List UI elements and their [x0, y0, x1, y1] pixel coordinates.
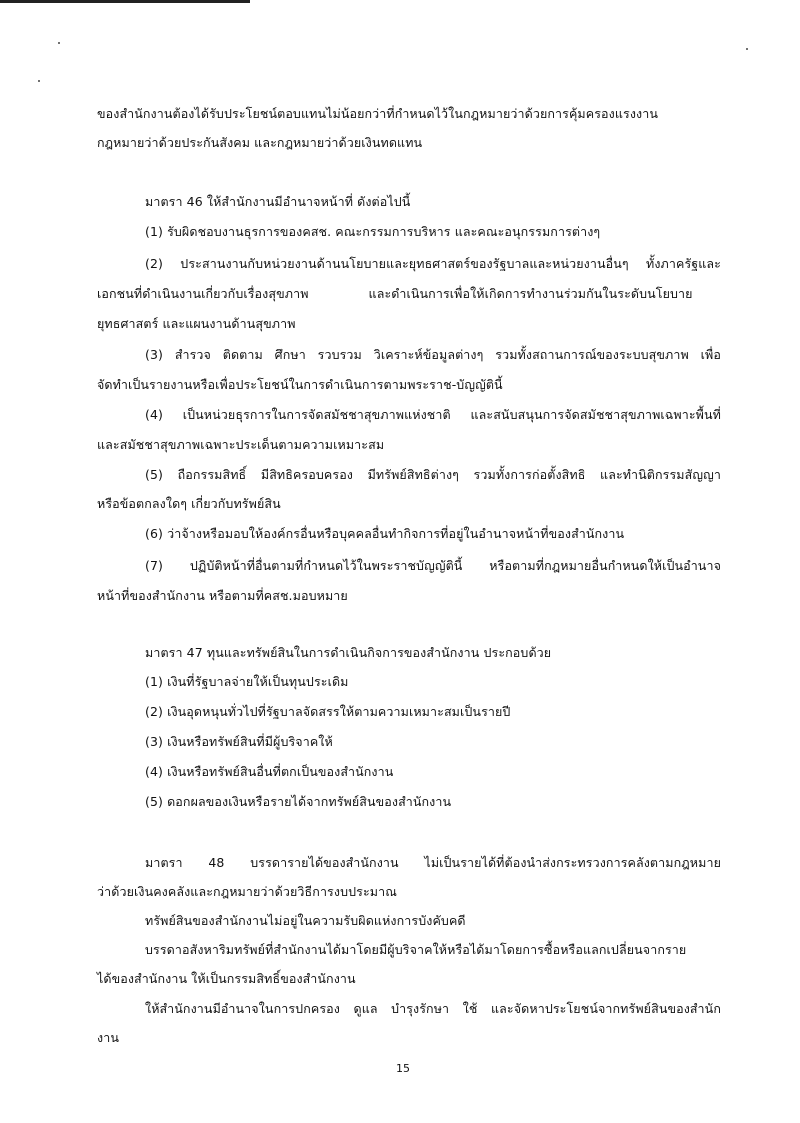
- scan-speck: [746, 48, 748, 50]
- section-47-heading: มาตรา 47 ทุนและทรัพย์สินในการดำเนินกิจการของสำนักงาน ประกอบด้วย: [145, 645, 552, 660]
- section-46-item-3-line-1: (3) สำรวจ ติดตาม ศึกษา รวบรวม วิเคราะห์ข้อมูลต่างๆ รวมทั้งสถานการณ์ของระบบสุขภาพ เพื่อ: [145, 347, 721, 362]
- section-48-paragraph-4-line-1: ให้สำนักงานมีอำนาจในการปกครอง ดูแล บำรุงรักษา ใช้ และจัดหาประโยชน์จากทรัพย์สินของสำนัก: [145, 1001, 721, 1016]
- section-46-item-2-line-2: [97, 286, 693, 302]
- section-46-item-4-line-2: และสมัชชาสุขภาพเฉพาะประเด็นตามความเหมาะสม: [97, 437, 385, 452]
- section-48-paragraph-2: ทรัพย์สินของสำนักงานไม่อยู่ในความรับผิดแห่งการบังคับคดี: [145, 913, 466, 928]
- section-47-item-3: (3) เงินหรือทรัพย์สินที่มีผู้บริจาคให้: [145, 734, 333, 749]
- intro-line-2: กฎหมายว่าด้วยประกันสังคม และกฎหมายว่าด้วยเงินทดแทน: [97, 135, 423, 150]
- section-48-heading-line-2: ว่าด้วยเงินคงคลังและกฎหมายว่าด้วยวิธีการงบประมาณ: [97, 884, 397, 899]
- section-46-item-2-line-2b: และดำเนินการเพื่อให้เกิดการทำงานร่วมกันในระดับนโยบาย: [368, 286, 693, 301]
- section-46-item-6: (6) ว่าจ้างหรือมอบให้องค์กรอื่นหรือบุคคลอื่นทำกิจการที่อยู่ในอำนาจหน้าที่ของสำนักงาน: [145, 526, 625, 541]
- section-48-heading-line-1: มาตรา 48 บรรดารายได้ของสำนักงาน ไม่เป็นรายได้ที่ต้องนำส่งกระทรวงการคลังตามกฎหมาย: [145, 855, 721, 870]
- section-48-paragraph-4-line-2: งาน: [97, 1030, 119, 1045]
- section-46-item-7-line-1: (7) ปฏิบัติหน้าที่อื่นตามที่กำหนดไว้ในพระราชบัญญัตินี้ หรือตามที่กฎหมายอื่นกำหนดให้เป็นอำนาจ: [145, 558, 721, 573]
- section-48-paragraph-3-line-1: บรรดาอสังหาริมทรัพย์ที่สำนักงานได้มาโดยมีผู้บริจาคให้หรือได้มาโดยการซื้อหรือแลกเปลี่ยนจากราย: [145, 942, 687, 957]
- scan-speck: [58, 42, 60, 44]
- section-46-item-5-line-1: (5) ถือกรรมสิทธิ์ มีสิทธิครอบครอง มีทรัพย์สิทธิต่างๆ รวมทั้งการก่อตั้งสิทธิ และทำนิติกรรมสัญญา: [145, 467, 721, 482]
- section-46-item-2-line-2a: เอกชนที่ดำเนินงานเกี่ยวกับเรื่องสุขภาพ: [97, 286, 309, 301]
- section-46-item-3-line-2: จัดทำเป็นรายงานหรือเพื่อประโยชน์ในการดำเนินการตามพระราช-บัญญัตินี้: [97, 377, 503, 392]
- page-number: 15: [396, 1062, 410, 1075]
- section-46-item-1: (1) รับผิดชอบงานธุรการของคสช. คณะกรรมการบริหาร และคณะอนุกรรมการต่างๆ: [145, 224, 601, 239]
- section-46-heading: มาตรา 46 ให้สำนักงานมีอำนาจหน้าที่ ดังต่อไปนี้: [145, 194, 411, 209]
- scan-speck: [38, 80, 40, 82]
- section-46-item-4-line-1: (4) เป็นหน่วยธุรการในการจัดสมัชชาสุขภาพแห่งชาติ และสนับสนุนการจัดสมัชชาสุขภาพเฉพาะพื้นที่: [145, 407, 721, 422]
- section-47-item-1: (1) เงินที่รัฐบาลจ่ายให้เป็นทุนประเดิม: [145, 674, 349, 689]
- section-47-item-5: (5) ดอกผลของเงินหรือรายได้จากทรัพย์สินของสำนักงาน: [145, 794, 452, 809]
- section-47-item-2: (2) เงินอุดหนุนทั่วไปที่รัฐบาลจัดสรรให้ตามความเหมาะสมเป็นรายปี: [145, 704, 511, 719]
- section-48-paragraph-3-line-2: ได้ของสำนักงาน ให้เป็นกรรมสิทธิ์ของสำนักงาน: [97, 971, 356, 986]
- section-46-item-2-line-3: ยุทธศาสตร์ และแผนงานด้านสุขภาพ: [97, 316, 296, 331]
- section-46-item-2-line-1: (2) ประสานงานกับหน่วยงานด้านนโยบายและยุทธศาสตร์ของรัฐบาลและหน่วยงานอื่นๆ ทั้งภาครัฐและ: [145, 256, 721, 271]
- intro-line-1: ของสำนักงานต้องได้รับประโยชน์ตอบแทนไม่น้อยกว่าที่กำหนดไว้ในกฎหมายว่าด้วยการคุ้มครองแรงงาน: [97, 106, 659, 121]
- scan-top-edge: [0, 0, 250, 3]
- section-46-item-7-line-2: หน้าที่ของสำนักงาน หรือตามที่คสช.มอบหมาย: [97, 588, 348, 603]
- section-46-item-5-line-2: หรือข้อตกลงใดๆ เกี่ยวกับทรัพย์สิน: [97, 496, 281, 511]
- section-47-item-4: (4) เงินหรือทรัพย์สินอื่นที่ตกเป็นของสำนักงาน: [145, 764, 394, 779]
